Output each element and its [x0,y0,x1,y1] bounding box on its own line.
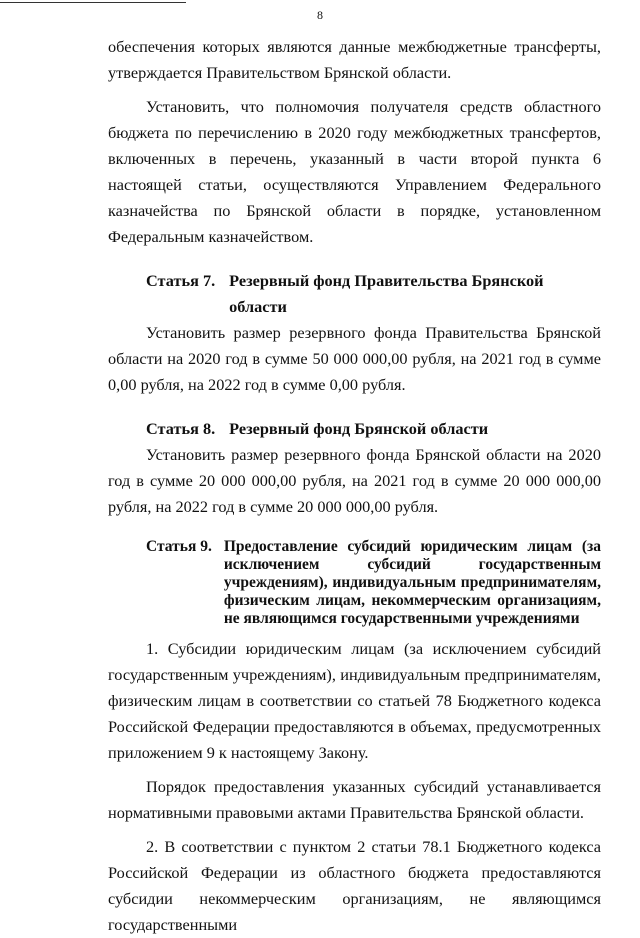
header-rule [0,2,186,3]
article-8-title: Резервный фонд Брянской области [229,419,489,438]
page-number: 8 [317,8,323,22]
article-8-number: Статья 8. [146,419,216,438]
article-9-paragraph-2: Порядок предоставления указанных субсидий устанавливается нормативными правовыми актами Правительства Брянской области. [108,777,601,822]
article-7-heading [108,268,601,320]
article-9-number: Статья 9. [146,538,212,555]
article-7-number: Статья 7. [146,271,216,290]
article-9-heading [108,538,601,628]
article-8-heading [108,416,601,442]
article-9-paragraph-3: 2. В соответствии с пунктом 2 статьи 78.1 Бюджетного кодекса Российской Федерации из областного бюджета предоставляются субсидии некоммерческим организациям, не являющимся государственными [108,837,601,934]
article-9-title: Предоставление субсидий юридическим лицам (за исключением субсидий государственным учреждениям), индивидуальным предпринимателям, физическим лицам, некоммерческим организациям, не являющимся государственными учреждениями [223,538,601,627]
paragraph-continuation: обеспечения которых являются данные межбюджетные трансферты, утверждается Правительством Брянской области. [108,37,601,82]
paragraph-authority: Установить, что полномочия получателя средств областного бюджета по перечислению в 2020 году межбюджетных трансфертов, включенных в перечень, указанный в части второй пункта 6 настоящей статьи, осуществляются Управлением Федерального казначейства по Брянской области в порядке, установленном Федеральным казначейством. [108,97,601,246]
article-8-text: Установить размер резервного фонда Брянской области на 2020 год в сумме 20 000 000,00 рубля, на 2021 год в сумме 20 000 000,00 рубля, на 2022 год в сумме 20 000 000,00 рубля. [108,445,601,516]
article-7-text: Установить размер резервного фонда Правительства Брянской области на 2020 год в сумме 50 000 000,00 рубля, на 2021 год в сумме 0,00 рубля, на 2022 год в сумме 0,00 рубля. [108,323,601,394]
article-7-title: Резервный фонд Правительства Брянской области [229,271,544,316]
document-body [108,34,601,938]
article-9-paragraph-1: 1. Субсидии юридическим лицам (за исключением субсидий государственным учреждениям), индивидуальным предпринимателям, физическим лицам в соответствии со статьей 78 Бюджетного кодекса Российской Федерации предоставляются в объемах, предусмотренных приложением 9 к настоящему Закону. [108,639,601,762]
